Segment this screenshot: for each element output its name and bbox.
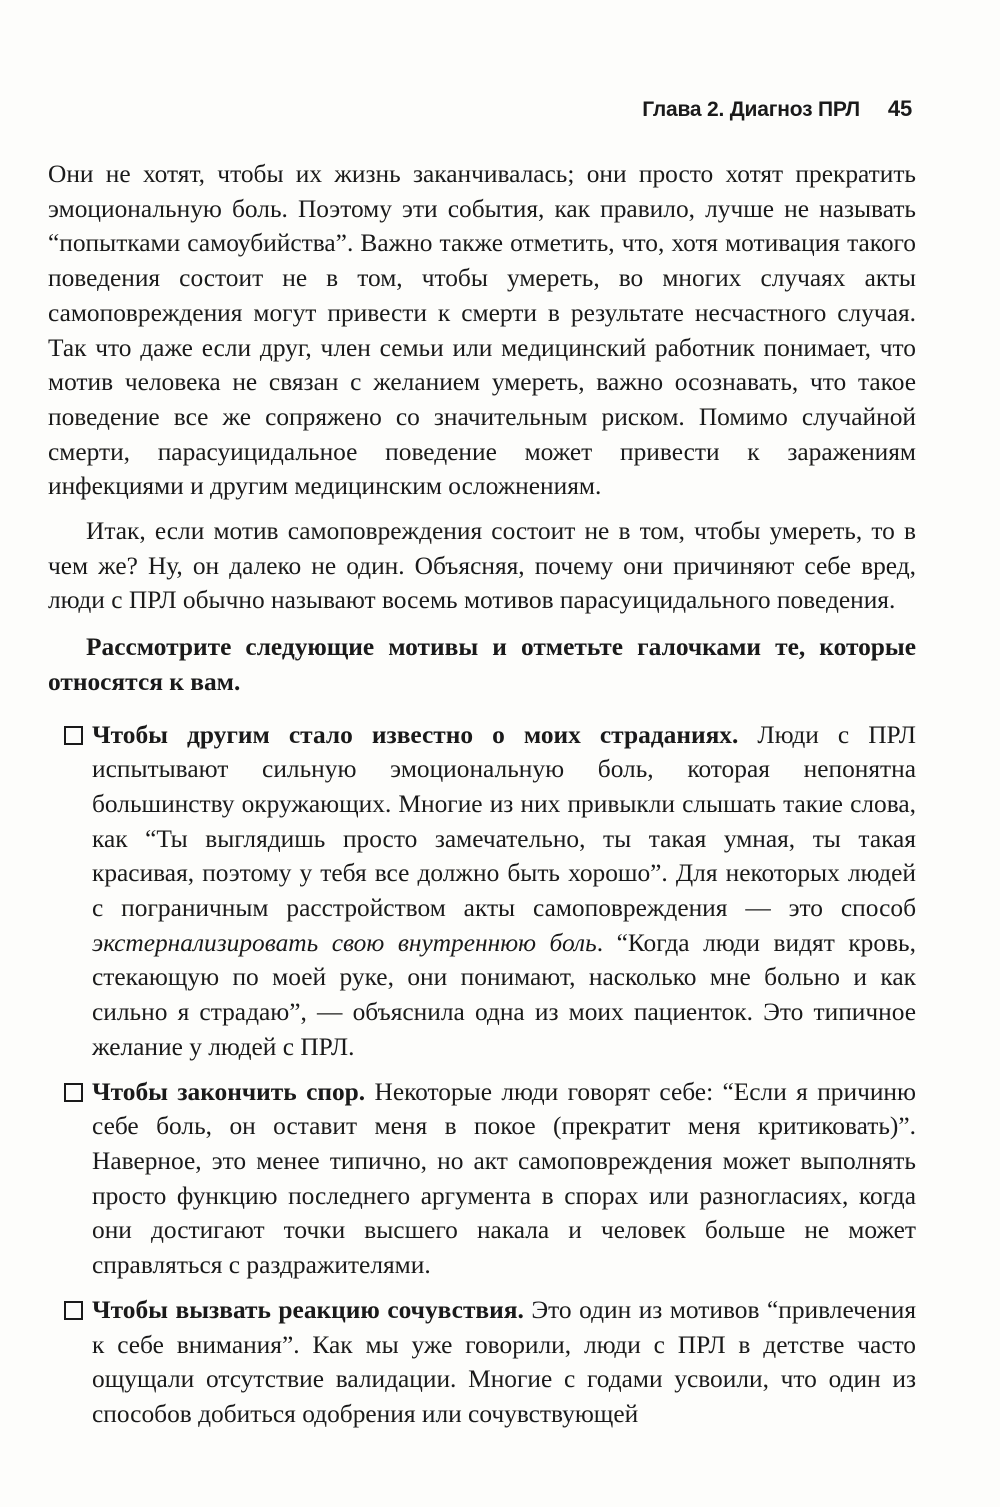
exercise-prompt: Рассмотрите следующие мотивы и отметьте галочками те, которые относятся к вам. bbox=[48, 633, 916, 696]
motive-checkbox[interactable] bbox=[64, 1083, 83, 1102]
motive-checkbox[interactable] bbox=[64, 1301, 83, 1320]
motive-item bbox=[64, 718, 916, 1065]
motive-title: Чтобы закончить спор. bbox=[92, 1077, 366, 1106]
motive-text bbox=[92, 1293, 916, 1432]
motive-description: Это один из мотивов “привлечения к себе внимания”. Как мы уже говорили, люди с ПРЛ в детстве часто ощущали отсутствие валидации. Многие с годами усвоили, что один из способов добиться одобрения или сочувствующей bbox=[92, 1295, 916, 1428]
running-head bbox=[642, 96, 912, 122]
motive-text bbox=[92, 1075, 916, 1283]
motive-checkbox[interactable] bbox=[64, 726, 83, 745]
motive-description-end: . “Когда люди видят кровь, стекающую по моей руке, они понимают, насколько мне больно и как сильно я страдаю”, — объяснила одна из моих пациенток. Это типичное желание у людей с ПРЛ. bbox=[92, 928, 916, 1061]
motives-checklist bbox=[48, 718, 916, 1432]
motive-title: Чтобы другим стало известно о моих страданиях. bbox=[92, 720, 739, 749]
chapter-title: Глава 2. Диагноз ПРЛ bbox=[642, 98, 860, 121]
motive-item bbox=[64, 1075, 916, 1283]
motive-item bbox=[64, 1293, 916, 1432]
paragraph-continuation: Они не хотят, чтобы их жизнь заканчивалась; они просто хотят прекратить эмоциональную боль. Поэтому эти события, как правило, лучше не называть “попытками самоубийства”. Важно также отметить, что, хотя мотивация такого поведения состоит не в том, чтобы умереть, во многих случаях акты самоповреждения могут привести к смерти в результате несчастного случая. Так что даже если друг, член семьи или медицинский работник понимает, что мотив человека не связан с желанием умереть, важно осознавать, что такое поведение все же сопряжено со значительным риском. Помимо случайной смерти, парасуицидальное поведение может привести к заражениям инфекциями и другим медицинским осложнениям. bbox=[48, 160, 916, 501]
motive-description: Люди с ПРЛ испытывают сильную эмоциональную боль, которая непонятна большинству окружающих. Многие из них привыкли слышать такие слова, как “Ты выглядишь просто замечательно, ты такая умная, ты такая красивая, поэтому у тебя все должно быть хорошо”. Для некоторых людей с пограничным расстройством акты самоповреждения — это способ bbox=[92, 720, 916, 923]
page-number: 45 bbox=[887, 96, 912, 121]
paragraph-motives-intro: Итак, если мотив самоповреждения состоит не в том, чтобы умереть, то в чем же? Ну, он далеко не один. Объясняя, почему они причиняют себе вред, люди с ПРЛ обычно называют восемь мотивов парасуицидального поведения. bbox=[48, 517, 916, 615]
motive-description: Некоторые люди говорят себе: “Если я причиню себе боль, он оставит меня в покое (прекратит меня критиковать)”. Наверное, это менее типично, но акт самоповреждения может выполнять просто функцию последнего аргумента в спорах или разногласиях, когда они достигают точки высшего накала и человек больше не может справляться с раздражителями. bbox=[92, 1077, 916, 1280]
motive-emphasis: экстернализировать свою внутреннюю боль bbox=[92, 928, 597, 957]
motive-text bbox=[92, 718, 916, 1065]
page-body bbox=[48, 157, 916, 1442]
motive-title: Чтобы вызвать реакцию сочувствия. bbox=[92, 1295, 524, 1324]
